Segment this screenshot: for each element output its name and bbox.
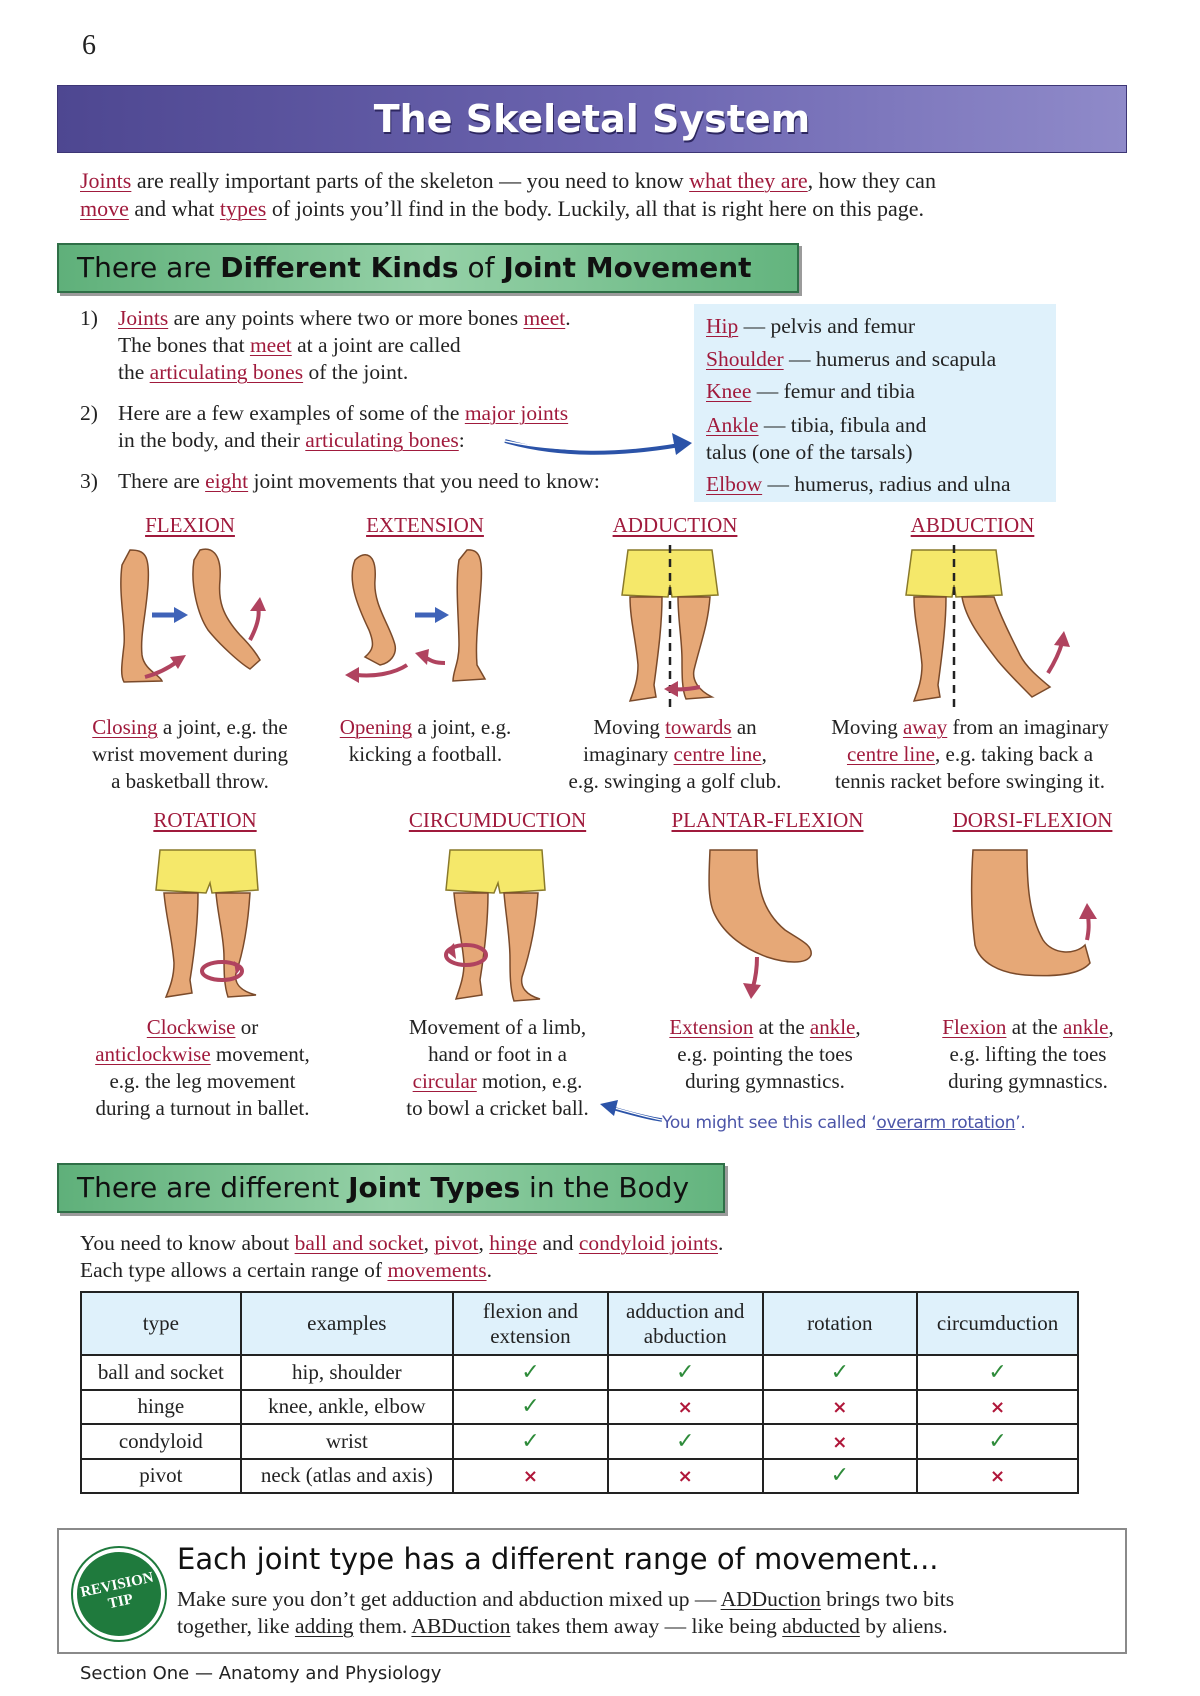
badge-label: REVISION TIP <box>79 1569 156 1613</box>
tick-icon: ✓ <box>675 1359 695 1385</box>
section-heading-joint-movement <box>57 243 799 293</box>
key-term: Closing <box>92 715 158 739</box>
key-term: ball and socket <box>294 1231 424 1255</box>
movement-desc-adduction <box>545 714 805 795</box>
list-text: There are <box>118 469 206 493</box>
key-term: hinge <box>489 1231 538 1255</box>
key-term: Elbow <box>706 471 763 496</box>
key-term: centre line <box>846 742 935 766</box>
key-term: what they are <box>689 168 808 193</box>
note-term: overarm rotation <box>876 1113 1016 1133</box>
revision-tip-badge-icon <box>73 1548 165 1640</box>
key-term: eight <box>205 469 249 493</box>
desc-text: movement, <box>210 1042 310 1066</box>
key-term: Flexion <box>942 1015 1007 1039</box>
movement-title-plantar-flexion: PLANTAR-FLEXION <box>671 808 864 832</box>
table-cell-examples: neck (atlas and axis) <box>241 1459 453 1494</box>
desc-text: a basketball throw. <box>111 769 269 793</box>
list-text: the <box>118 360 150 384</box>
key-term: away <box>902 715 948 739</box>
table-cell-type: ball and socket <box>81 1355 241 1390</box>
list-text: . <box>565 306 571 330</box>
movement-title-rotation: ROTATION <box>153 808 257 832</box>
tick-icon: ✓ <box>521 1394 540 1420</box>
movement-title-dorsi-flexion: DORSI-FLEXION <box>952 808 1113 832</box>
table-cell-type: condyloid <box>81 1424 241 1459</box>
list-text: The bones that <box>118 333 250 357</box>
extension-leg-illustration <box>335 545 515 695</box>
list-text: in the body, and their <box>118 428 306 452</box>
desc-text: a joint, e.g. the <box>157 715 288 739</box>
heading-text: There are different <box>77 1171 349 1204</box>
tip-body: by aliens. <box>859 1614 948 1638</box>
cross-icon: × <box>677 1397 693 1419</box>
list-item <box>80 468 680 495</box>
joint-row <box>706 468 1044 501</box>
heading-text: in the Body <box>520 1171 690 1204</box>
key-term: condyloid joints <box>578 1231 719 1255</box>
key-term: Ankle <box>706 412 759 437</box>
key-term: types <box>219 196 267 221</box>
table-cell-mark <box>763 1424 918 1459</box>
key-term: Hip <box>706 314 739 338</box>
key-term: major joints <box>464 401 569 425</box>
note-text: ’. <box>1015 1113 1026 1133</box>
list-text: at a joint are called <box>291 333 461 357</box>
tick-icon: ✓ <box>521 1428 540 1454</box>
tip-body: together, like <box>177 1614 295 1638</box>
movement-desc-flexion <box>70 714 310 795</box>
page-number: 6 <box>82 30 96 61</box>
tick-icon: ✓ <box>675 1428 695 1454</box>
desc-text: Moving <box>593 715 666 739</box>
intro-paragraph <box>80 167 1120 223</box>
key-term: meet <box>249 333 292 357</box>
key-term: move <box>80 196 129 221</box>
desc-text: , <box>761 742 767 766</box>
tip-body: takes them away — like being <box>510 1614 783 1638</box>
tip-heading: Each joint type has a different range of movement... <box>177 1542 939 1576</box>
key-term: movements <box>387 1258 487 1282</box>
key-term: centre line <box>673 742 762 766</box>
desc-text: to bowl a cricket ball. <box>406 1096 589 1120</box>
table-cell-mark <box>917 1424 1078 1459</box>
table-cell-type: hinge <box>81 1390 241 1425</box>
table-cell-examples: wrist <box>241 1424 453 1459</box>
desc-text: at the <box>753 1015 810 1039</box>
desc-text: during gymnastics. <box>685 1069 845 1093</box>
intro-text: . <box>718 1231 724 1255</box>
table-row <box>81 1424 1078 1459</box>
list-text: Here are a few examples of some of the <box>118 401 465 425</box>
tick-icon: ✓ <box>988 1359 1007 1385</box>
desc-text: e.g. swinging a golf club. <box>568 769 782 793</box>
cross-icon: × <box>990 1397 1006 1419</box>
tip-text <box>177 1586 1117 1640</box>
table-cell-examples: hip, shoulder <box>241 1355 453 1390</box>
key-term: articulating bones <box>305 428 459 452</box>
desc-text: at the <box>1006 1015 1063 1039</box>
revision-tip-box <box>57 1528 1127 1654</box>
movement-title-circumduction: CIRCUMDUCTION <box>408 808 587 832</box>
desc-text: tennis racket before swinging it. <box>834 769 1105 793</box>
table-cell-mark <box>608 1424 763 1459</box>
key-term: Opening <box>339 715 413 739</box>
table-cell-mark <box>917 1390 1078 1425</box>
table-cell-mark <box>453 1355 608 1390</box>
tip-term: ABDuction <box>411 1614 511 1638</box>
desc-text: motion, e.g. <box>476 1069 583 1093</box>
heading-bold: Different Kinds <box>220 251 459 284</box>
intro-text: You need to know about <box>80 1231 295 1255</box>
intro-text: of joints you’ll find in the body. Luckily, all that is right here on this page. <box>266 196 925 221</box>
table-cell-examples: knee, ankle, elbow <box>241 1390 453 1425</box>
cross-icon: × <box>677 1466 693 1488</box>
joint-bones: talus (one of the tarsals) <box>706 439 913 464</box>
movement-desc-plantar-flexion <box>645 1014 885 1095</box>
table-row <box>81 1459 1078 1494</box>
list-number: 2) <box>80 401 98 425</box>
list-item <box>80 305 680 386</box>
desc-text: Movement of a limb, <box>408 1015 587 1039</box>
desc-text: an <box>731 715 757 739</box>
desc-text: during a turnout in ballet. <box>95 1096 310 1120</box>
table-header: flexion and extension <box>453 1292 608 1355</box>
table-row <box>81 1355 1078 1390</box>
table-row <box>81 1390 1078 1425</box>
key-term: ankle <box>809 1015 856 1039</box>
joint-types-table <box>80 1291 1079 1494</box>
table-cell-mark <box>453 1390 608 1425</box>
key-term: Clockwise <box>146 1015 236 1039</box>
table-cell-mark <box>453 1459 608 1494</box>
table-header: examples <box>241 1292 453 1355</box>
cross-icon: × <box>832 1397 848 1419</box>
tick-icon: ✓ <box>830 1359 850 1385</box>
table-cell-mark <box>763 1390 918 1425</box>
dorsi-flexion-foot-illustration <box>955 845 1105 1005</box>
table-header: adduction and abduction <box>608 1292 763 1355</box>
circumduction-legs-illustration <box>430 845 570 1010</box>
table-cell-mark <box>763 1459 918 1494</box>
desc-text: , <box>1108 1015 1114 1039</box>
list-text: are any points where two or more bones <box>168 306 524 330</box>
table-cell-mark <box>608 1459 763 1494</box>
desc-text: , e.g. taking back a <box>935 742 1094 766</box>
intro-text: , <box>423 1231 435 1255</box>
adduction-legs-illustration <box>590 545 750 715</box>
heading-text: of <box>458 251 504 284</box>
desc-text: imaginary <box>583 742 674 766</box>
movement-title-flexion: FLEXION <box>145 513 235 537</box>
tip-term: ADDuction <box>720 1587 821 1611</box>
intro-text: and <box>537 1231 579 1255</box>
intro-text: , how they can <box>807 168 936 193</box>
tick-icon: ✓ <box>521 1359 540 1385</box>
page-title-banner <box>57 85 1127 153</box>
movement-desc-abduction <box>810 714 1130 795</box>
desc-text: during gymnastics. <box>948 1069 1108 1093</box>
joint-row <box>706 310 1044 343</box>
movement-desc-dorsi-flexion <box>918 1014 1138 1095</box>
desc-text: Moving <box>831 715 903 739</box>
tip-body: Make sure you don’t get adduction and abduction mixed up — <box>177 1587 721 1611</box>
list-text: of the joint. <box>303 360 409 384</box>
table-header: rotation <box>763 1292 918 1355</box>
intro-text: , <box>478 1231 490 1255</box>
cross-icon: × <box>832 1431 848 1453</box>
desc-text: , <box>855 1015 861 1039</box>
tick-icon: ✓ <box>830 1463 850 1489</box>
heading-text: There are <box>77 251 221 284</box>
key-term: articulating bones <box>149 360 304 384</box>
movement-title-abduction: ABDUCTION <box>910 513 1035 537</box>
desc-text: e.g. lifting the toes <box>949 1042 1107 1066</box>
joint-row <box>706 439 1044 466</box>
key-term: ankle <box>1063 1015 1109 1039</box>
table-header: circumduction <box>917 1292 1078 1355</box>
key-term: Shoulder <box>706 346 784 371</box>
table-header: type <box>81 1292 241 1355</box>
tick-icon: ✓ <box>988 1428 1007 1454</box>
joint-bones: — femur and tibia <box>751 379 915 403</box>
note-arrow-icon <box>596 1098 666 1132</box>
key-term: Joints <box>80 168 132 193</box>
intro-text: are really important parts of the skeleton — you need to know <box>131 168 690 193</box>
key-term: Joints <box>118 306 169 330</box>
major-joints-box <box>694 304 1056 502</box>
list-number: 3) <box>80 469 98 493</box>
key-term: meet <box>523 306 566 330</box>
table-cell-mark <box>917 1355 1078 1390</box>
pointer-arrow-icon <box>500 425 695 465</box>
desc-text: wrist movement during <box>92 742 288 766</box>
note-text: You might see this called ‘ <box>662 1113 877 1133</box>
abduction-legs-illustration <box>870 545 1080 715</box>
intro-text: . <box>486 1258 492 1282</box>
joint-bones: — humerus and scapula <box>783 346 997 371</box>
joint-bones: — pelvis and femur <box>738 314 915 338</box>
table-cell-mark <box>917 1459 1078 1494</box>
tip-body: them. <box>353 1614 412 1638</box>
tip-term: abducted <box>782 1614 860 1638</box>
movement-desc-circumduction <box>375 1014 620 1122</box>
desc-text: from an imaginary <box>947 715 1109 739</box>
tip-term: adding <box>294 1614 354 1638</box>
movement-desc-rotation <box>70 1014 335 1122</box>
joint-row <box>706 343 1044 376</box>
plantar-flexion-foot-illustration <box>695 845 825 1005</box>
numbered-list <box>80 305 680 509</box>
joint-types-intro <box>80 1230 723 1284</box>
page-title: The Skeletal System <box>373 97 811 141</box>
table-cell-type: pivot <box>81 1459 241 1494</box>
heading-bold: Joint Types <box>348 1171 521 1204</box>
key-term: circular <box>412 1069 477 1093</box>
list-text: : <box>458 428 465 452</box>
tip-body: brings two bits <box>820 1587 955 1611</box>
desc-text: or <box>235 1015 259 1039</box>
list-number: 1) <box>80 306 98 330</box>
joint-bones: — tibia, fibula and <box>758 412 927 437</box>
section-heading-joint-types <box>57 1163 725 1213</box>
list-text: joint movements that you need to know: <box>248 469 600 493</box>
intro-text: and what <box>128 196 220 221</box>
table-cell-mark <box>763 1355 918 1390</box>
table-cell-mark <box>608 1355 763 1390</box>
table-cell-mark <box>608 1390 763 1425</box>
rotation-legs-illustration <box>140 845 280 1005</box>
intro-text: Each type allows a certain range of <box>80 1258 388 1282</box>
movement-title-extension: EXTENSION <box>366 513 484 537</box>
movement-title-adduction: ADDUCTION <box>612 513 738 537</box>
key-term: Extension <box>669 1015 754 1039</box>
key-term: towards <box>665 715 732 739</box>
heading-bold: Joint Movement <box>503 251 752 284</box>
desc-text: e.g. the leg movement <box>109 1069 296 1093</box>
desc-text: hand or foot in a <box>428 1042 567 1066</box>
page-footer: Section One — Anatomy and Physiology <box>80 1663 442 1684</box>
table-header-row <box>81 1292 1078 1355</box>
joint-row <box>706 412 1044 439</box>
desc-text: e.g. pointing the toes <box>677 1042 853 1066</box>
flexion-leg-illustration <box>100 545 280 695</box>
joint-row <box>706 375 1044 408</box>
overarm-rotation-note <box>662 1113 1025 1133</box>
desc-text: kicking a football. <box>348 742 503 766</box>
cross-icon: × <box>522 1466 538 1488</box>
key-term: Knee <box>706 379 752 403</box>
movement-desc-extension <box>318 714 533 768</box>
cross-icon: × <box>990 1466 1006 1488</box>
key-term: anticlockwise <box>95 1042 211 1066</box>
desc-text: a joint, e.g. <box>412 715 512 739</box>
key-term: pivot <box>434 1231 479 1255</box>
table-cell-mark <box>453 1424 608 1459</box>
joint-bones: — humerus, radius and ulna <box>762 471 1011 496</box>
